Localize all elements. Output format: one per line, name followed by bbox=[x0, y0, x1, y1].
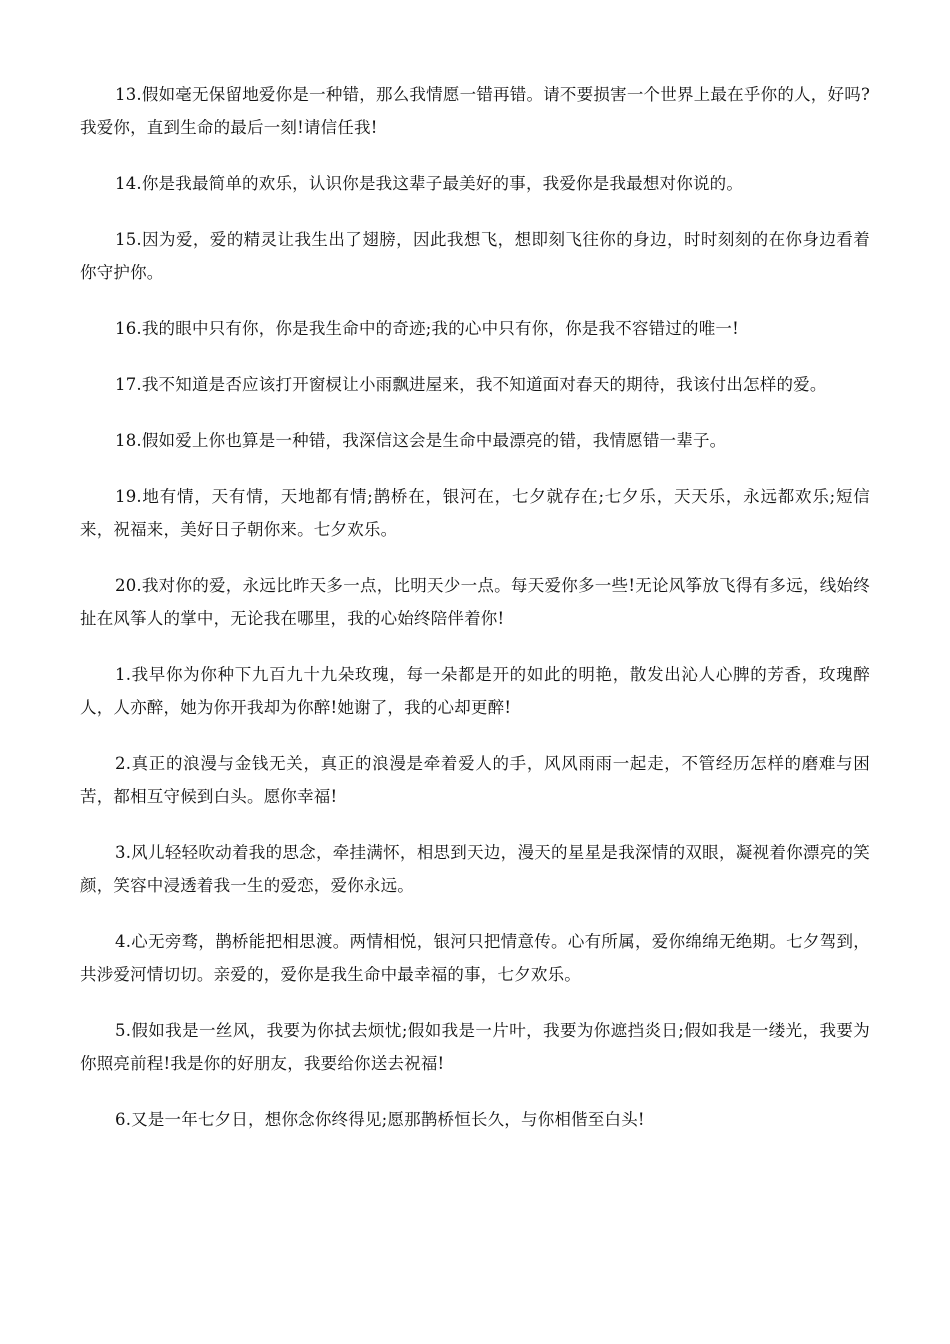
paragraph-16: 16.我的眼中只有你，你是我生命中的奇迹;我的心中只有你，你是我不容错过的唯一! bbox=[115, 319, 739, 338]
paragraph-15: 15.因为爱，爱的精灵让我生出了翅膀，因此我想飞，想即刻飞往你的身边，时时刻刻的在你身边看着你守护你。 bbox=[80, 230, 870, 282]
paragraph-1: 1.我早你为你种下九百九十九朵玫瑰，每一朵都是开的如此的明艳，散发出沁人心脾的芳香，玫瑰醉人，人亦醉，她为你开我却为你醉!她谢了，我的心却更醉! bbox=[80, 665, 870, 717]
paragraph-19: 19.地有情，天有情，天地都有情;鹊桥在，银河在，七夕就存在;七夕乐，天天乐，永远都欢乐;短信来，祝福来，美好日子朝你来。七夕欢乐。 bbox=[80, 487, 870, 539]
paragraph-17: 17.我不知道是否应该打开窗棂让小雨飘进屋来，我不知道面对春天的期待，我该付出怎样的爱。 bbox=[115, 375, 827, 394]
paragraph-13: 13.假如毫无保留地爱你是一种错，那么我情愿一错再错。请不要损害一个世界上最在乎你的人，好吗?我爱你，直到生命的最后一刻!请信任我! bbox=[80, 85, 870, 137]
paragraph-3: 3.风儿轻轻吹动着我的思念，牵挂满怀，相思到天边，漫天的星星是我深情的双眼，凝视着你漂亮的笑颜，笑容中浸透着我一生的爱恋，爱你永远。 bbox=[80, 843, 870, 895]
paragraph-4: 4.心无旁骛，鹊桥能把相思渡。两情相悦，银河只把情意传。心有所属，爱你绵绵无绝期。七夕驾到，共涉爱河情切切。亲爱的，爱你是我生命中最幸福的事，七夕欢乐。 bbox=[80, 932, 870, 984]
paragraph-2: 2.真正的浪漫与金钱无关，真正的浪漫是牵着爱人的手，风风雨雨一起走，不管经历怎样的磨难与困苦，都相互守候到白头。愿你幸福! bbox=[80, 754, 870, 806]
paragraph-6: 6.又是一年七夕日，想你念你终得见;愿那鹊桥恒长久，与你相偕至白头! bbox=[115, 1110, 645, 1129]
paragraph-5: 5.假如我是一丝风，我要为你拭去烦忧;假如我是一片叶，我要为你遮挡炎日;假如我是一缕光，我要为你照亮前程!我是你的好朋友，我要给你送去祝福! bbox=[80, 1021, 870, 1073]
paragraph-14: 14.你是我最简单的欢乐，认识你是我这辈子最美好的事，我爱你是我最想对你说的。 bbox=[115, 174, 744, 193]
paragraph-20: 20.我对你的爱，永远比昨天多一点，比明天少一点。每天爱你多一些!无论风筝放飞得有多远，线始终扯在风筝人的掌中，无论我在哪里，我的心始终陪伴着你! bbox=[80, 576, 870, 628]
document-body bbox=[80, 78, 870, 1159]
paragraph-18: 18.假如爱上你也算是一种错，我深信这会是生命中最漂亮的错，我情愿错一辈子。 bbox=[115, 431, 727, 450]
